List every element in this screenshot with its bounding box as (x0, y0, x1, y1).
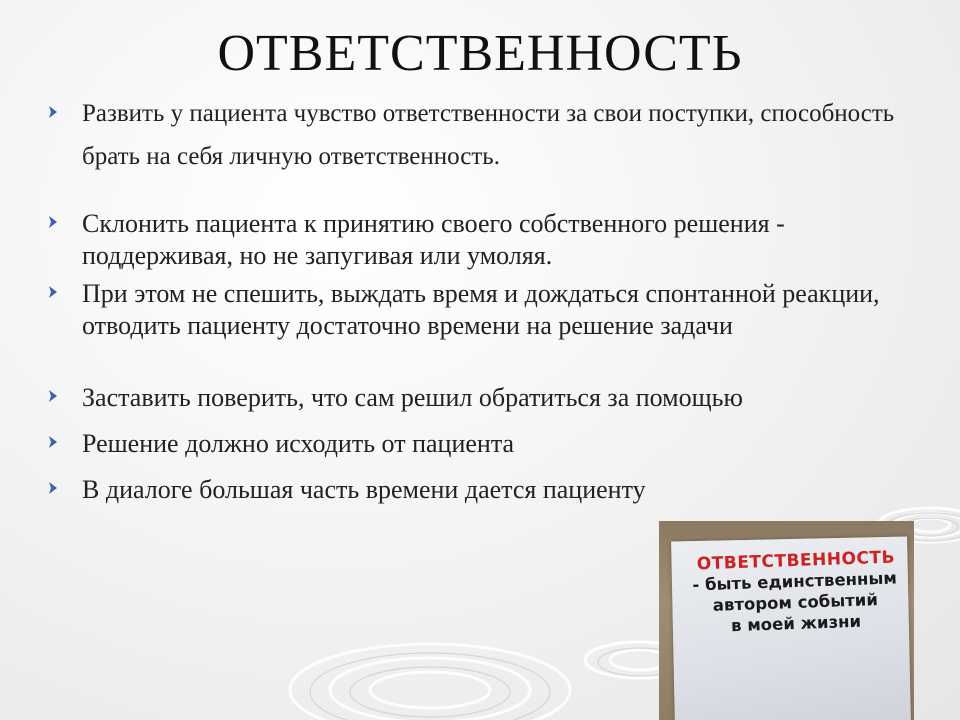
sign-title: ОТВЕТСТВЕННОСТЬ (696, 547, 896, 575)
chevron-right-icon (46, 285, 60, 299)
bullet-text: Решение должно исходить от пациента (82, 429, 515, 458)
chevron-right-icon (46, 215, 60, 229)
slide-title: ОТВЕТСТВЕННОСТЬ (217, 25, 743, 82)
chevron-right-icon (46, 435, 60, 449)
sign-line: в моей жизни (730, 611, 862, 636)
chevron-right-icon (46, 389, 60, 403)
chevron-right-icon (46, 105, 60, 119)
bullet-text: В диалоге большая часть времени дается пациенту (82, 475, 646, 504)
bullet-text: При этом не спешить, выждать время и дождаться спонтанной реакции, отводить пациенту достаточно времени на решение задачи (82, 279, 880, 340)
bullet-text: Заставить поверить, что сам решил обратиться за помощью (82, 383, 743, 412)
chevron-right-icon (46, 481, 60, 495)
bullet-text: Склонить пациента к принятию своего собственного решения - поддерживая, но не запугивая или умоляя. (82, 209, 785, 270)
sign-text (684, 547, 907, 638)
sign-photo (659, 521, 914, 720)
sign-line: - быть единственным (692, 568, 898, 595)
bullet-text: Развить у пациента чувство ответственности за свои поступки, способность брать на себя личную ответственность. (82, 100, 895, 170)
sign-line: автором событий (712, 590, 879, 615)
